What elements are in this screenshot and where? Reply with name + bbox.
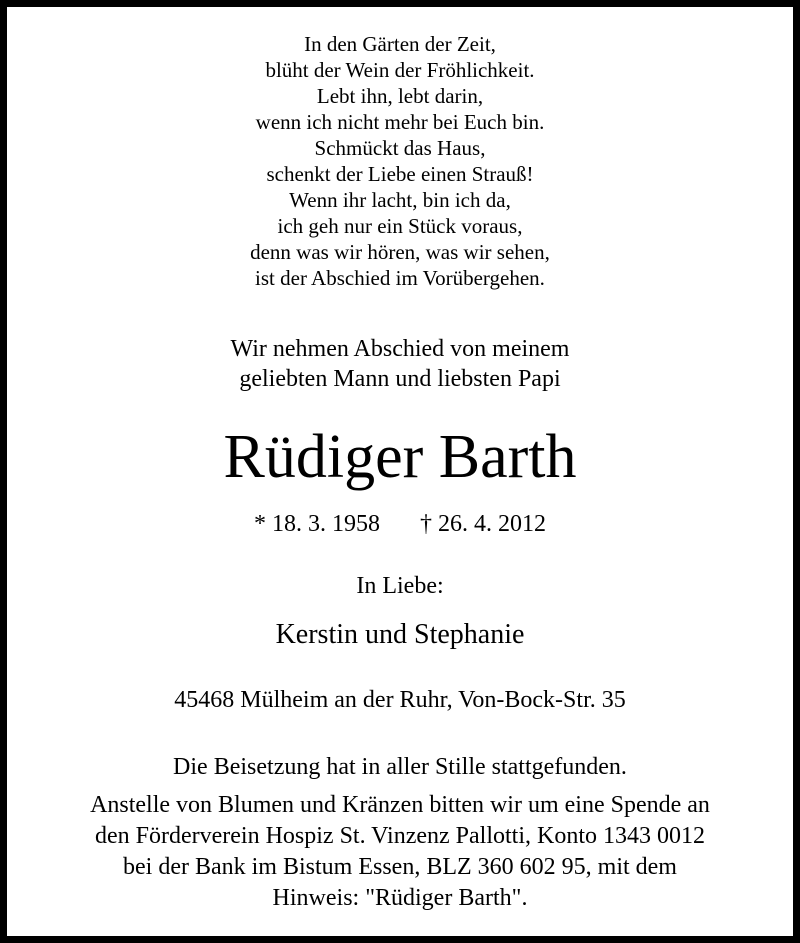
poem-line: Lebt ihn, lebt darin,	[316, 84, 484, 108]
poem-line: ist der Abschied im Vorübergehen.	[255, 266, 545, 290]
poem-line: In den Gärten der Zeit,	[304, 32, 496, 56]
donation-line: den Förderverein Hospiz St. Vinzenz Pallotti, Konto 1343 0012	[94, 823, 706, 849]
donation-line: Anstelle von Blumen und Kränzen bitten wir um eine Spende an	[90, 792, 710, 818]
donation-line: bei der Bank im Bistum Essen, BLZ 360 602 95, mit dem	[123, 854, 677, 880]
poem-line: blüht der Wein der Fröhlichkeit.	[265, 58, 535, 82]
life-dates	[7, 511, 793, 538]
death-date: † 26. 4. 2012	[420, 511, 546, 537]
deceased-name: Rüdiger Barth	[223, 423, 577, 491]
poem-line: Wenn ihr lacht, bin ich da,	[289, 188, 511, 212]
poem-line: Schmückt das Haus,	[314, 136, 486, 160]
poem-line: denn was wir hören, was wir sehen,	[250, 240, 550, 264]
intro-line: Wir nehmen Abschied von meinem	[230, 336, 570, 362]
mourners-names: Kerstin und Stephanie	[275, 619, 525, 650]
birth-date: * 18. 3. 1958	[254, 511, 380, 537]
poem-line: schenkt der Liebe einen Strauß!	[266, 162, 534, 186]
address: 45468 Mülheim an der Ruhr, Von-Bock-Str. 35	[174, 687, 626, 713]
burial-note: Die Beisetzung hat in aller Stille stattgefunden.	[173, 754, 627, 780]
love-label: In Liebe:	[356, 573, 444, 599]
poem-line: wenn ich nicht mehr bei Euch bin.	[255, 110, 545, 134]
intro-line: geliebten Mann und liebsten Papi	[239, 366, 561, 392]
donation-line: Hinweis: "Rüdiger Barth".	[272, 885, 528, 911]
poem-line: ich geh nur ein Stück voraus,	[277, 214, 523, 238]
